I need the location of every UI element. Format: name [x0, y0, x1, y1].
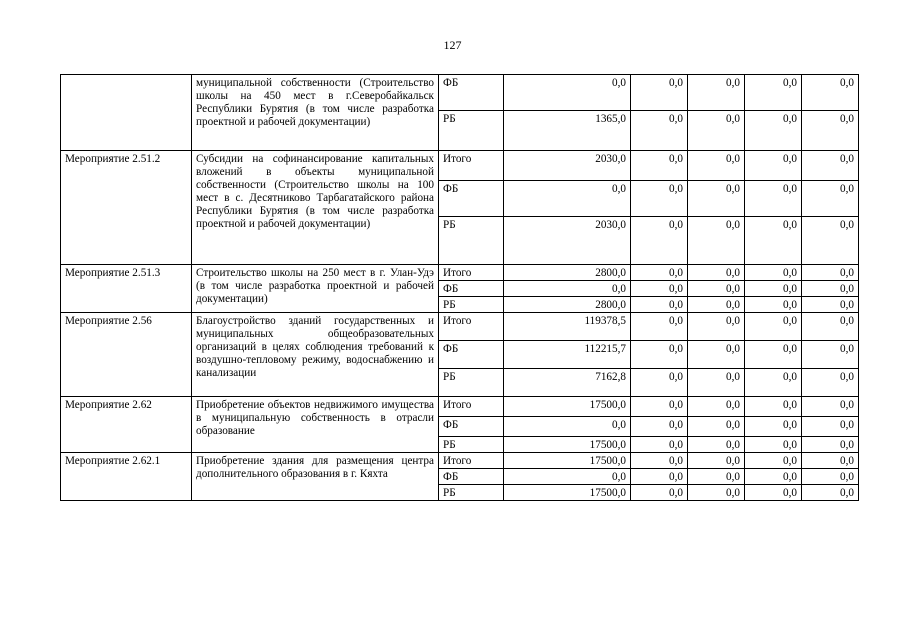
table-row — [61, 397, 859, 417]
amount-cell: 2800,0 — [504, 297, 631, 313]
funding-source: Итого — [439, 453, 504, 469]
amount-cell: 0,0 — [802, 75, 859, 111]
measure-code: Мероприятие 2.62 — [61, 397, 192, 453]
amount-cell: 17500,0 — [504, 453, 631, 469]
amount-cell: 0,0 — [631, 217, 688, 265]
amount-cell: 0,0 — [688, 469, 745, 485]
table-row — [61, 151, 859, 181]
amount-cell: 0,0 — [745, 313, 802, 341]
amount-cell: 0,0 — [745, 397, 802, 417]
amount-cell: 0,0 — [688, 417, 745, 437]
funding-source: Итого — [439, 313, 504, 341]
amount-cell: 0,0 — [745, 181, 802, 217]
table-row — [61, 265, 859, 281]
amount-cell: 0,0 — [688, 341, 745, 369]
funding-source: РБ — [439, 297, 504, 313]
amount-cell: 0,0 — [631, 75, 688, 111]
funding-source: ФБ — [439, 417, 504, 437]
amount-cell: 0,0 — [631, 369, 688, 397]
amount-cell: 0,0 — [631, 111, 688, 151]
amount-cell: 0,0 — [504, 181, 631, 217]
amount-cell: 1365,0 — [504, 111, 631, 151]
measure-code: Мероприятие 2.62.1 — [61, 453, 192, 501]
amount-cell: 0,0 — [745, 111, 802, 151]
funding-source: Итого — [439, 151, 504, 181]
funding-source: ФБ — [439, 75, 504, 111]
amount-cell: 0,0 — [802, 181, 859, 217]
amount-cell: 0,0 — [802, 265, 859, 281]
amount-cell: 0,0 — [802, 297, 859, 313]
measure-name: Строительство школы на 250 мест в г. Улан-Удэ (в том числе разработка проектной и рабочей документации) — [192, 265, 439, 313]
funding-source: РБ — [439, 437, 504, 453]
amount-cell: 17500,0 — [504, 397, 631, 417]
funding-source: Итого — [439, 397, 504, 417]
amount-cell: 0,0 — [688, 397, 745, 417]
amount-cell: 119378,5 — [504, 313, 631, 341]
amount-cell: 0,0 — [688, 313, 745, 341]
amount-cell: 0,0 — [802, 369, 859, 397]
amount-cell: 0,0 — [802, 341, 859, 369]
amount-cell: 0,0 — [631, 341, 688, 369]
amount-cell: 0,0 — [688, 111, 745, 151]
funding-source: ФБ — [439, 341, 504, 369]
amount-cell: 0,0 — [631, 417, 688, 437]
amount-cell: 0,0 — [802, 313, 859, 341]
funding-source: РБ — [439, 111, 504, 151]
measure-code: Мероприятие 2.56 — [61, 313, 192, 397]
amount-cell: 0,0 — [802, 151, 859, 181]
amount-cell: 0,0 — [745, 369, 802, 397]
amount-cell: 0,0 — [802, 485, 859, 501]
amount-cell: 2030,0 — [504, 217, 631, 265]
amount-cell: 0,0 — [802, 469, 859, 485]
amount-cell: 0,0 — [631, 437, 688, 453]
amount-cell: 0,0 — [688, 181, 745, 217]
table-row — [61, 75, 859, 111]
amount-cell: 0,0 — [631, 485, 688, 501]
funding-source: ФБ — [439, 281, 504, 297]
amount-cell: 0,0 — [688, 485, 745, 501]
amount-cell: 0,0 — [631, 181, 688, 217]
amount-cell: 0,0 — [745, 437, 802, 453]
amount-cell: 112215,7 — [504, 341, 631, 369]
amount-cell: 0,0 — [688, 453, 745, 469]
amount-cell: 0,0 — [631, 453, 688, 469]
amount-cell: 0,0 — [631, 265, 688, 281]
amount-cell: 0,0 — [802, 397, 859, 417]
measure-code: Мероприятие 2.51.2 — [61, 151, 192, 265]
measure-name: Благоустройство зданий государственных и муниципальных общеобразовательных организаций в целях соблюдения требований к воздушно-тепловому режиму, водоснабжению и канализации — [192, 313, 439, 397]
amount-cell: 0,0 — [688, 265, 745, 281]
funding-source: Итого — [439, 265, 504, 281]
measure-name: Приобретение объектов недвижимого имущества в муниципальную собственность в отрасли образование — [192, 397, 439, 453]
amount-cell: 0,0 — [504, 417, 631, 437]
amount-cell: 0,0 — [688, 297, 745, 313]
amount-cell: 17500,0 — [504, 485, 631, 501]
amount-cell: 0,0 — [688, 281, 745, 297]
table-row — [61, 453, 859, 469]
funding-source: РБ — [439, 485, 504, 501]
amount-cell: 0,0 — [745, 341, 802, 369]
amount-cell: 0,0 — [745, 281, 802, 297]
amount-cell: 0,0 — [745, 265, 802, 281]
table-row — [61, 313, 859, 341]
amount-cell: 0,0 — [688, 217, 745, 265]
amount-cell: 0,0 — [802, 437, 859, 453]
amount-cell: 0,0 — [745, 485, 802, 501]
funding-source: РБ — [439, 217, 504, 265]
amount-cell: 0,0 — [688, 437, 745, 453]
budget-table — [60, 74, 859, 501]
amount-cell: 0,0 — [504, 75, 631, 111]
amount-cell: 0,0 — [745, 453, 802, 469]
funding-source: ФБ — [439, 181, 504, 217]
amount-cell: 0,0 — [802, 111, 859, 151]
amount-cell: 0,0 — [631, 281, 688, 297]
measure-name: Субсидии на софинансирование капитальных вложений в объекты муниципальной собственности (Строительство школы на 100 мест в с. Десятниково Тарбагатайского района Республики Бурятия (в том числе разработка проектной и рабочей документации) — [192, 151, 439, 265]
amount-cell: 0,0 — [745, 297, 802, 313]
amount-cell: 0,0 — [631, 297, 688, 313]
amount-cell: 0,0 — [745, 217, 802, 265]
amount-cell: 2030,0 — [504, 151, 631, 181]
amount-cell: 0,0 — [802, 417, 859, 437]
amount-cell: 0,0 — [745, 151, 802, 181]
measure-name: Приобретение здания для размещения центра дополнительного образования в г. Кяхта — [192, 453, 439, 501]
amount-cell: 7162,8 — [504, 369, 631, 397]
amount-cell: 0,0 — [802, 281, 859, 297]
amount-cell: 0,0 — [745, 75, 802, 111]
page-number: 127 — [443, 38, 462, 52]
amount-cell: 0,0 — [631, 313, 688, 341]
funding-source: РБ — [439, 369, 504, 397]
measure-name: муниципальной собственности (Строительство школы на 450 мест в г.Северобайкальск Республики Бурятия (в том числе разработка проектной и рабочей документации) — [192, 75, 439, 151]
amount-cell: 0,0 — [631, 151, 688, 181]
amount-cell: 0,0 — [631, 469, 688, 485]
amount-cell: 0,0 — [688, 369, 745, 397]
amount-cell: 2800,0 — [504, 265, 631, 281]
amount-cell: 0,0 — [504, 469, 631, 485]
amount-cell: 0,0 — [688, 151, 745, 181]
measure-code — [61, 75, 192, 151]
funding-source: ФБ — [439, 469, 504, 485]
amount-cell: 0,0 — [802, 453, 859, 469]
amount-cell: 0,0 — [745, 417, 802, 437]
amount-cell: 0,0 — [688, 75, 745, 111]
amount-cell: 17500,0 — [504, 437, 631, 453]
amount-cell: 0,0 — [631, 397, 688, 417]
amount-cell: 0,0 — [504, 281, 631, 297]
amount-cell: 0,0 — [802, 217, 859, 265]
amount-cell: 0,0 — [745, 469, 802, 485]
measure-code: Мероприятие 2.51.3 — [61, 265, 192, 313]
